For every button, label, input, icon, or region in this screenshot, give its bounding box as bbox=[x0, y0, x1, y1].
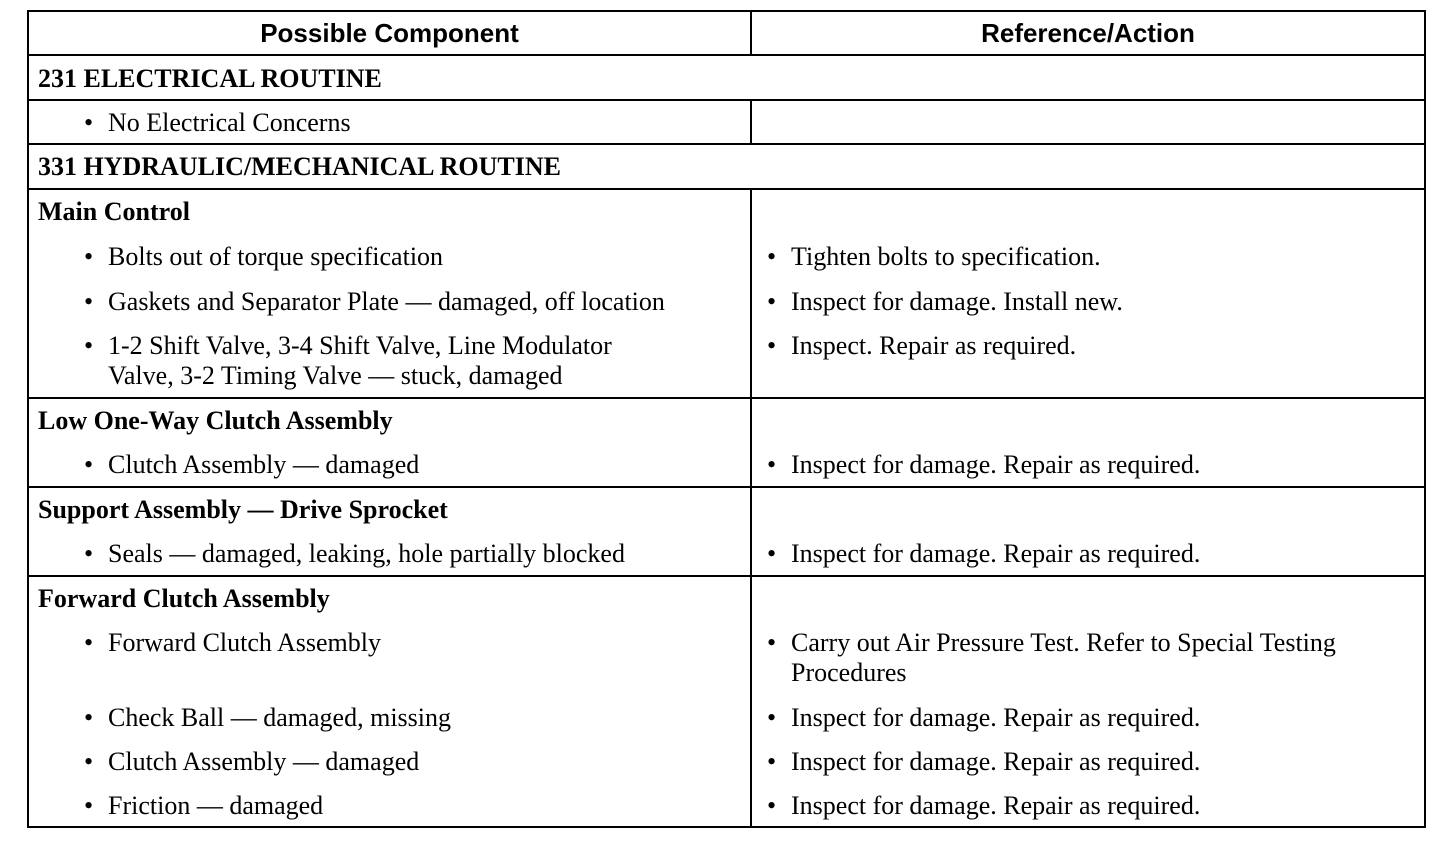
column-divider bbox=[750, 190, 752, 397]
column-divider bbox=[750, 577, 752, 826]
diagnosis-table bbox=[27, 10, 1426, 828]
bullet-icon: • bbox=[84, 242, 94, 271]
bullet-icon: • bbox=[767, 747, 777, 776]
bullet-icon: • bbox=[84, 791, 94, 820]
component-text: Seals — damaged, leaking, hole partially blocked bbox=[108, 539, 625, 568]
action-text: Inspect for damage. Repair as required. bbox=[791, 747, 1201, 776]
component-text: Valve, 3-2 Timing Valve — stuck, damaged bbox=[108, 361, 563, 390]
table-row bbox=[29, 101, 1424, 145]
action-text: Inspect for damage. Repair as required. bbox=[791, 791, 1201, 820]
action-text: Procedures bbox=[791, 658, 907, 687]
action-text: Carry out Air Pressure Test. Refer to Special Testing bbox=[791, 628, 1336, 657]
bullet-icon: • bbox=[84, 450, 94, 479]
component-text: No Electrical Concerns bbox=[108, 108, 351, 137]
table-header-row bbox=[29, 12, 1424, 56]
bullet-icon: • bbox=[767, 703, 777, 732]
component-text: Friction — damaged bbox=[108, 791, 324, 820]
section-title-row bbox=[29, 145, 1424, 190]
bullet-icon: • bbox=[84, 108, 94, 137]
bullet-icon: • bbox=[767, 791, 777, 820]
section-title: 231 ELECTRICAL ROUTINE bbox=[38, 64, 382, 93]
bullet-icon: • bbox=[84, 747, 94, 776]
component-text: Forward Clutch Assembly bbox=[108, 628, 381, 657]
header-reference-action: Reference/Action bbox=[981, 17, 1195, 48]
section-block bbox=[29, 488, 1424, 577]
section-title: 331 HYDRAULIC/MECHANICAL ROUTINE bbox=[38, 152, 561, 181]
bullet-icon: • bbox=[84, 331, 94, 360]
component-text: 1-2 Shift Valve, 3-4 Shift Valve, Line Modulator bbox=[108, 331, 612, 360]
component-text: Clutch Assembly — damaged bbox=[108, 747, 420, 776]
section-block bbox=[29, 399, 1424, 488]
bullet-icon: • bbox=[84, 628, 94, 657]
column-divider bbox=[750, 399, 752, 486]
bullet-icon: • bbox=[767, 628, 777, 657]
section-block bbox=[29, 577, 1424, 826]
component-text: Bolts out of torque specification bbox=[108, 242, 444, 271]
section-title: Low One-Way Clutch Assembly bbox=[38, 406, 393, 435]
section-title-row bbox=[29, 56, 1424, 101]
bullet-icon: • bbox=[84, 539, 94, 568]
bullet-icon: • bbox=[767, 539, 777, 568]
section-title: Support Assembly — Drive Sprocket bbox=[38, 495, 448, 524]
action-text: Inspect for damage. Repair as required. bbox=[791, 703, 1201, 732]
section-block bbox=[29, 190, 1424, 399]
component-text: Clutch Assembly — damaged bbox=[108, 450, 420, 479]
column-divider bbox=[750, 488, 752, 575]
action-text: Inspect for damage. Install new. bbox=[791, 287, 1123, 316]
column-divider bbox=[750, 101, 752, 143]
section-title: Main Control bbox=[38, 197, 190, 226]
bullet-icon: • bbox=[767, 287, 777, 316]
action-text: Inspect for damage. Repair as required. bbox=[791, 539, 1201, 568]
section-title: Forward Clutch Assembly bbox=[38, 584, 330, 613]
bullet-icon: • bbox=[84, 287, 94, 316]
bullet-icon: • bbox=[84, 703, 94, 732]
action-text: Tighten bolts to specification. bbox=[791, 242, 1101, 271]
action-text: Inspect for damage. Repair as required. bbox=[791, 450, 1201, 479]
component-text: Gaskets and Separator Plate — damaged, off location bbox=[108, 287, 665, 316]
bullet-icon: • bbox=[767, 242, 777, 271]
bullet-icon: • bbox=[767, 331, 777, 360]
bullet-icon: • bbox=[767, 450, 777, 479]
component-text: Check Ball — damaged, missing bbox=[108, 703, 452, 732]
action-text: Inspect. Repair as required. bbox=[791, 331, 1077, 360]
header-possible-component: Possible Component bbox=[260, 17, 519, 48]
